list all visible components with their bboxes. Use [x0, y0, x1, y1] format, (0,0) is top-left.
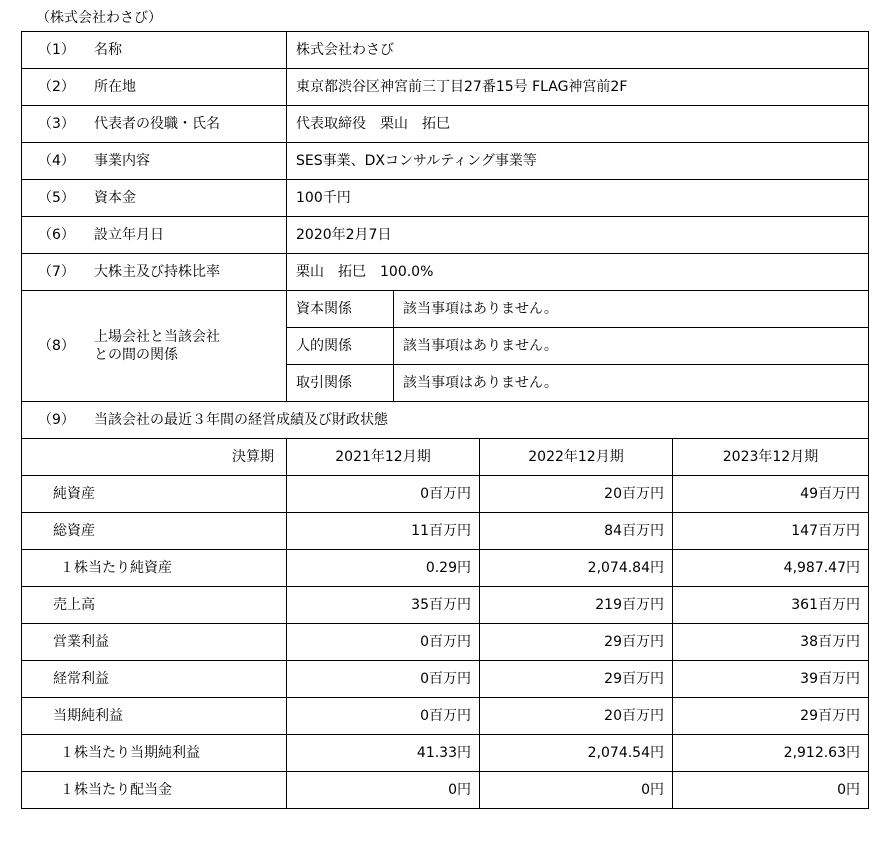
financials-header-row [22, 439, 869, 476]
item-label-cell [22, 254, 287, 291]
financial-value: 35百万円 [287, 587, 480, 624]
item-label: 設立年月日 [94, 227, 164, 243]
item-value: 栗山 拓巳 100.0% [287, 254, 869, 291]
financial-item-label: 当期純利益 [22, 698, 287, 735]
financial-item-label: 売上高 [22, 587, 287, 624]
relationship-row [22, 291, 869, 328]
financial-row [22, 624, 869, 661]
financial-row [22, 587, 869, 624]
financial-row [22, 513, 869, 550]
financial-item-label: 経常利益 [22, 661, 287, 698]
financial-value: 0百万円 [287, 661, 480, 698]
column-header: 2022年12月期 [480, 439, 673, 476]
financial-value: 2,074.84円 [480, 550, 673, 587]
financial-item-label: １株当たり当期純利益 [22, 735, 287, 772]
relationship-value: 該当事項はありません。 [394, 328, 869, 365]
financial-value: 41.33円 [287, 735, 480, 772]
financial-value: 29百万円 [480, 624, 673, 661]
relationship-label [94, 328, 220, 364]
item-number: （6） [38, 227, 75, 243]
column-header: 2023年12月期 [673, 439, 869, 476]
financial-value: 0百万円 [287, 476, 480, 513]
financial-value: 29百万円 [480, 661, 673, 698]
relationship-type: 取引関係 [287, 365, 394, 402]
item-value: SES事業、DXコンサルティング事業等 [287, 143, 869, 180]
item-number: （1） [38, 42, 75, 58]
financial-item-label: 総資産 [22, 513, 287, 550]
financial-item-label: １株当たり純資産 [22, 550, 287, 587]
financial-value: 84百万円 [480, 513, 673, 550]
relationship-type: 資本関係 [287, 291, 394, 328]
financial-value: 29百万円 [673, 698, 869, 735]
relationship-type: 人的関係 [287, 328, 394, 365]
financial-item-label: 営業利益 [22, 624, 287, 661]
financial-value: 2,074.54円 [480, 735, 673, 772]
financial-row [22, 772, 869, 809]
item-value: 代表取締役 栗山 拓巳 [287, 106, 869, 143]
relationship-value: 該当事項はありません。 [394, 365, 869, 402]
item-label: 名称 [94, 42, 122, 58]
financial-value: 0円 [287, 772, 480, 809]
item-number: （8） [38, 338, 75, 354]
financial-row [22, 698, 869, 735]
relationship-label-line2: との間の関係 [94, 347, 178, 363]
financial-row [22, 735, 869, 772]
item-label-cell [22, 32, 287, 69]
overview-row [22, 106, 869, 143]
overview-row [22, 32, 869, 69]
financial-value: 219百万円 [480, 587, 673, 624]
relationship-label-line1: 上場会社と当該会社 [94, 329, 220, 345]
financial-value: 0円 [480, 772, 673, 809]
item-label-cell [22, 180, 287, 217]
item-number: （2） [38, 79, 75, 95]
item-label-cell [22, 217, 287, 254]
table-caption: （株式会社わさび） [36, 10, 162, 26]
financial-value: 39百万円 [673, 661, 869, 698]
financial-value: 0百万円 [287, 698, 480, 735]
overview-row [22, 180, 869, 217]
overview-row [22, 143, 869, 180]
financial-item-label: １株当たり配当金 [22, 772, 287, 809]
item-number: （5） [38, 190, 75, 206]
period-header: 決算期 [22, 439, 287, 476]
financial-value: 2,912.63円 [673, 735, 869, 772]
financial-row [22, 550, 869, 587]
item-label: 所在地 [94, 79, 136, 95]
item-label: 事業内容 [94, 153, 150, 169]
relationship-label-cell [22, 291, 287, 402]
item-label-cell [22, 143, 287, 180]
item-label: 資本金 [94, 190, 136, 206]
financial-value: 11百万円 [287, 513, 480, 550]
financial-value: 0円 [673, 772, 869, 809]
item-value: 2020年2月7日 [287, 217, 869, 254]
company-overview-table [21, 31, 869, 809]
financials-title-row [22, 402, 869, 439]
relationship-value: 該当事項はありません。 [394, 291, 869, 328]
item-label-cell [22, 69, 287, 106]
financials-title: 当該会社の最近３年間の経営成績及び財政状態 [94, 412, 388, 428]
item-number: （3） [38, 116, 75, 132]
financial-value: 49百万円 [673, 476, 869, 513]
item-value: 株式会社わさび [287, 32, 869, 69]
item-value: 100千円 [287, 180, 869, 217]
item-label: 代表者の役職・氏名 [94, 116, 220, 132]
financial-value: 147百万円 [673, 513, 869, 550]
financial-row [22, 661, 869, 698]
overview-row [22, 217, 869, 254]
overview-row [22, 69, 869, 106]
financial-item-label: 純資産 [22, 476, 287, 513]
item-label: 大株主及び持株比率 [94, 264, 220, 280]
financial-value: 0百万円 [287, 624, 480, 661]
column-header: 2021年12月期 [287, 439, 480, 476]
financial-value: 361百万円 [673, 587, 869, 624]
overview-row [22, 254, 869, 291]
financial-value: 38百万円 [673, 624, 869, 661]
financials-title-cell [22, 402, 869, 439]
item-label-cell [22, 106, 287, 143]
financial-value: 20百万円 [480, 698, 673, 735]
item-number: （9） [38, 412, 75, 428]
financial-value: 0.29円 [287, 550, 480, 587]
item-number: （7） [38, 264, 75, 280]
financial-row [22, 476, 869, 513]
item-number: （4） [38, 153, 75, 169]
financial-value: 20百万円 [480, 476, 673, 513]
item-value: 東京都渋谷区神宮前三丁目27番15号 FLAG神宮前2F [287, 69, 869, 106]
financial-value: 4,987.47円 [673, 550, 869, 587]
